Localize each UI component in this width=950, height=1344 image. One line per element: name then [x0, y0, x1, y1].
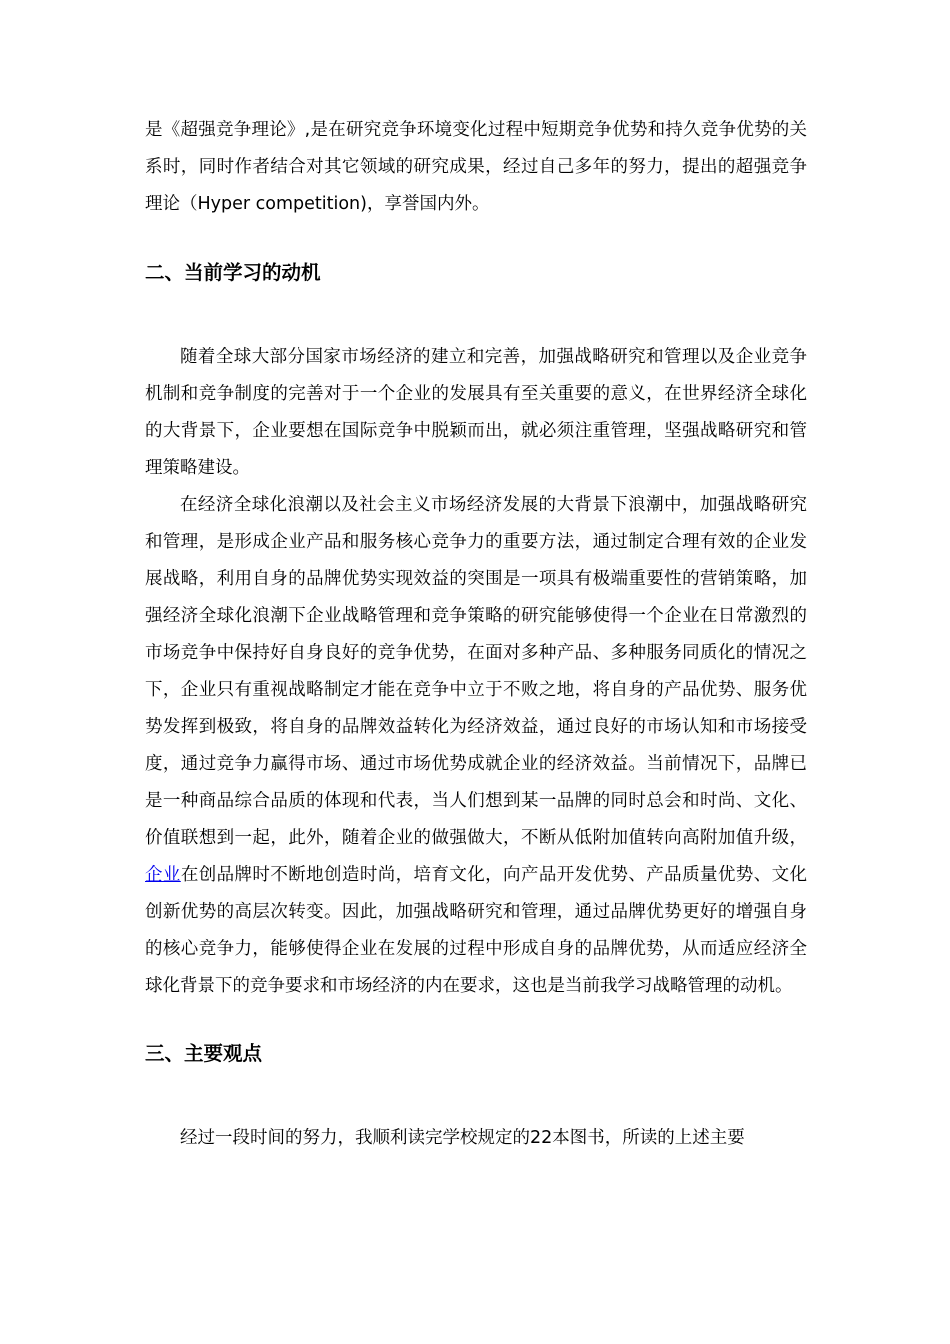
motivation-paragraph-2 [145, 487, 807, 1005]
main-views-paragraph-1: 经过一段时间的努力，我顺利读完学校规定的22本图书，所读的上述主要 [180, 1128, 745, 1148]
intro-paragraph: 是《超强竞争理论》,是在研究竞争环境变化过程中短期竞争优势和持久竞争优势的关系时，同时作者结合对其它领域的研究成果，经过自己多年的努力，提出的超强竞争理论（Hyper competition)，享誉国内外。 [145, 120, 807, 214]
motivation-paragraph-2-text-b: 在创品牌时不断地创造时尚，培育文化，向产品开发优势、产品质量优势、文化创新优势的高层次转变。因此，加强战略研究和管理，通过品牌优势更好的增强自身的核心竞争力，能够使得企业在发展的过程中形成自身的品牌优势，从而适应经济全球化背景下的竞争要求和市场经济的内在要求，这也是当前我学习战略管理的动机。 [145, 865, 808, 996]
section-heading-motivation: 二、当前学习的动机 [145, 261, 321, 284]
motivation-paragraph-2-text-a: 在经济全球化浪潮以及社会主义市场经济发展的大背景下浪潮中，加强战略研究和管理，是形成企业产品和服务核心竞争力的重要方法，通过制定合理有效的企业发展战略，利用自身的品牌优势实现效益的突围是一项具有极端重要性的营销策略，加强经济全球化浪潮下企业战略管理和竞争策略的研究能够使得一个企业在日常激烈的市场竞争中保持好自身良好的竞争优势，在面对多种产品、多种服务同质化的情况之下，企业只有重视战略制定才能在竞争中立于不败之地，将自身的产品优势、服务优势发挥到极致，将自身的品牌效益转化为经济效益，通过良好的市场认知和市场接受度，通过竞争力赢得市场、通过市场优势成就企业的经济效益。当前情况下，品牌已是一种商品综合品质的体现和代表，当人们想到某一品牌的同时总会和时尚、文化、价值联想到一起，此外，随着企业的做强做大，不断从低附加值转向高附加值升级， [145, 495, 807, 848]
enterprise-link[interactable]: 企业 [145, 865, 181, 885]
document-body [145, 112, 807, 1157]
section-heading-main-views: 三、主要观点 [145, 1042, 263, 1065]
motivation-paragraph-1: 随着全球大部分国家市场经济的建立和完善，加强战略研究和管理以及企业竞争机制和竞争制度的完善对于一个企业的发展具有至关重要的意义，在世界经济全球化的大背景下，企业要想在国际竞争中脱颖而出，就必须注重管理，坚强战略研究和管理策略建设。 [145, 347, 807, 478]
